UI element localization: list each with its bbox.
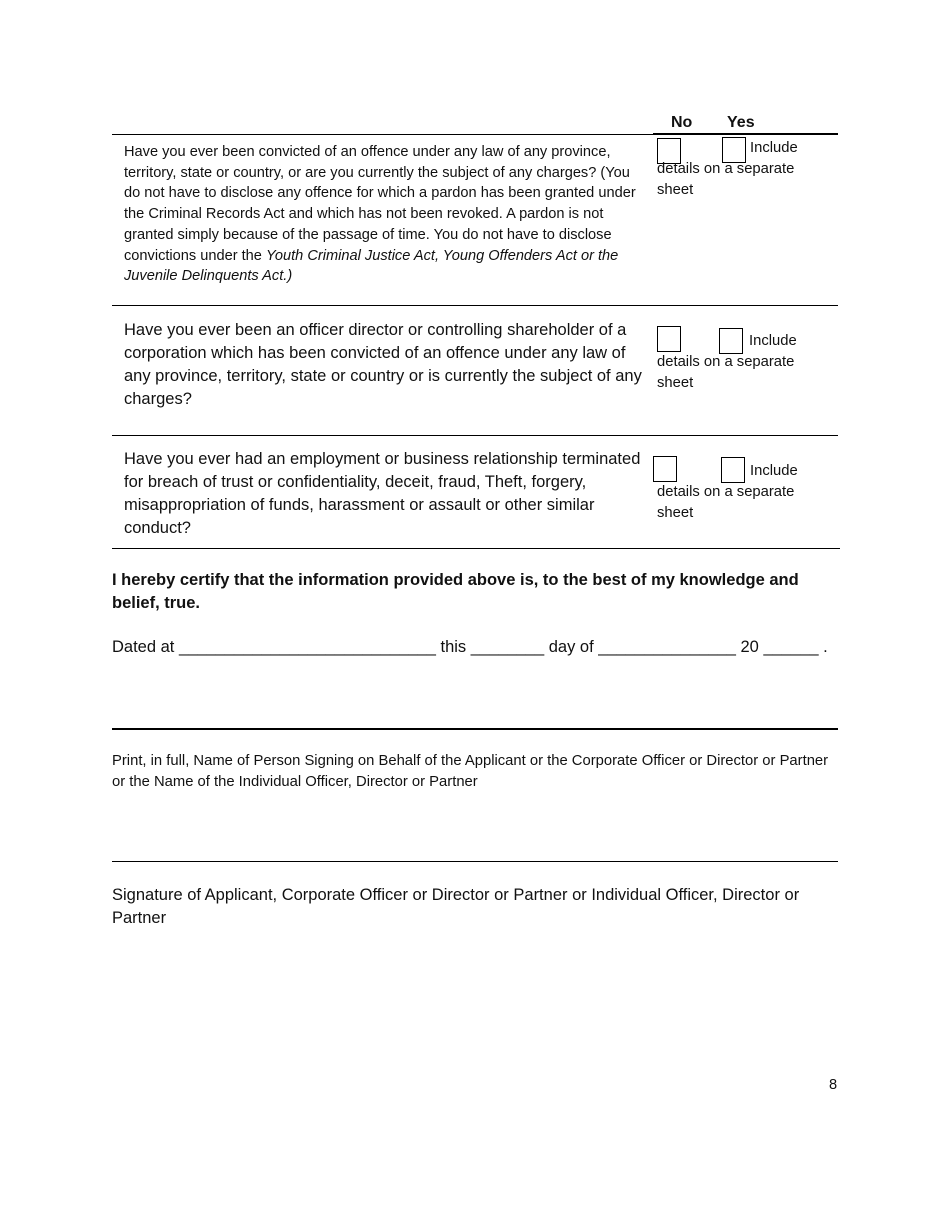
print-name-line[interactable] <box>112 728 838 730</box>
certification-statement: I hereby certify that the information provided above is, to the best of my knowledge and belief, true. <box>112 571 799 612</box>
note-details: details on a separate sheet <box>657 484 795 521</box>
note-details: details on a separate sheet <box>657 161 795 198</box>
page-number: 8 <box>829 1077 838 1093</box>
column-header-no: No <box>671 114 693 131</box>
row-divider <box>112 435 838 436</box>
checkbox-no-row2[interactable] <box>657 326 681 352</box>
row-divider <box>112 134 838 135</box>
question-corporate-officer: Have you ever been an officer director or controlling shareholder of a corporation which has been convicted of an offence under any law of any province, territory, state or country or is currently the subject of any charges? <box>124 321 642 408</box>
checkbox-no-row3[interactable] <box>653 456 677 482</box>
note-include: Include <box>750 140 798 156</box>
checkbox-yes-row2[interactable] <box>719 328 743 354</box>
dated-at-line[interactable]: Dated at ____________________________ this ________ day of _______________ 20 ______ . <box>112 638 828 656</box>
question-criminal-conviction <box>124 142 644 287</box>
signature-line[interactable] <box>112 861 838 862</box>
checkbox-yes-row3[interactable] <box>721 457 745 483</box>
question-text: Have you ever been convicted of an offence under any law of any province, territory, state or country, or are you currently the subject of any charges? (You do not have to disclose any offence for which a pardon has been granted under the Criminal Records Act and which has not been revoked. A pardon is not granted simply because of the passage of time. You do not have to disclose convictions under the <box>124 144 636 264</box>
signature-label: Signature of Applicant, Corporate Officer or Director or Partner or Individual Officer, Director or Partner <box>112 886 800 927</box>
note-include: Include <box>749 333 797 349</box>
row-divider <box>112 305 838 306</box>
table-bottom-border <box>112 548 840 549</box>
question-employment-terminated: Have you ever had an employment or business relationship terminated for breach of trust or confidentiality, deceit, fraud, Theft, forgery, misappropriation of funds, harassment or assault or other similar conduct? <box>124 450 641 537</box>
note-details: details on a separate sheet <box>657 354 795 391</box>
print-name-label: Print, in full, Name of Person Signing on Behalf of the Applicant or the Corporate Officer or Director or Partner or the Name of the Individual Officer, Director or Partner <box>112 753 829 790</box>
column-header-yes: Yes <box>727 114 755 131</box>
question-italic-acts: Youth Criminal Justice Act, Young Offenders Act or the Juvenile Delinquents Act.) <box>124 247 619 285</box>
note-include: Include <box>750 463 798 479</box>
